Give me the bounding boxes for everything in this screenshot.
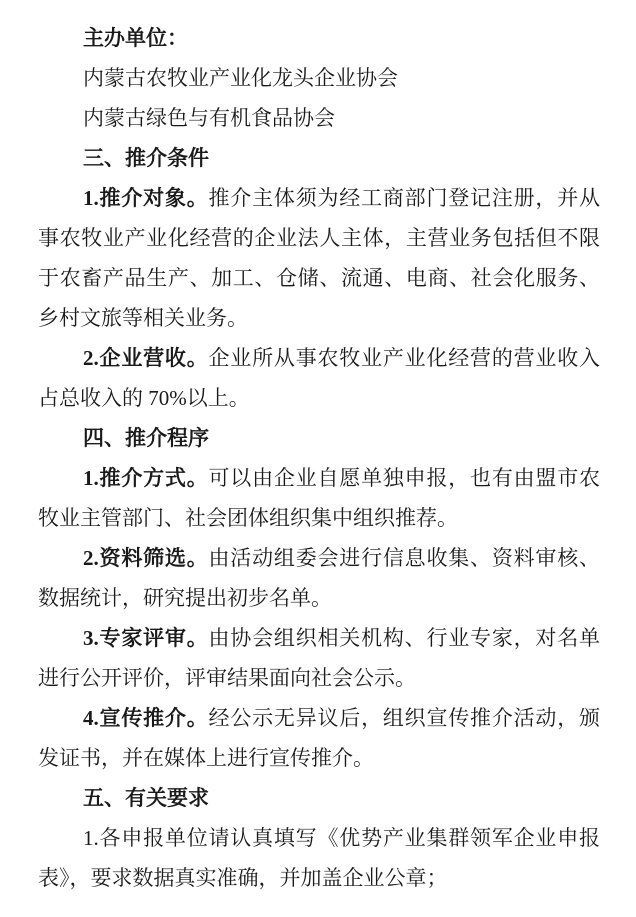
text-run-bold: 1.推介方式。 bbox=[83, 466, 209, 490]
text-line bbox=[38, 858, 600, 898]
text-line bbox=[38, 418, 600, 458]
text-run-bold: 2.资料筛选。 bbox=[83, 546, 209, 570]
text-run: 于农畜产品生产、加工、仓储、流通、电商、社会化服务、 bbox=[38, 266, 600, 290]
text-run-bold: 四、推介程序 bbox=[83, 426, 209, 450]
text-line bbox=[38, 538, 600, 578]
text-run: 乡村文旅等相关业务。 bbox=[38, 306, 248, 330]
text-line bbox=[38, 98, 600, 138]
text-line bbox=[38, 818, 600, 858]
text-run: 发证书，并在媒体上进行宣传推介。 bbox=[38, 746, 374, 770]
text-run: 进行公开评价，评审结果面向社会公示。 bbox=[38, 666, 416, 690]
text-line bbox=[38, 738, 600, 778]
text-run: 企业所从事农牧业产业化经营的营业收入 bbox=[208, 346, 600, 370]
text-run: 由协会组织相关机构、行业专家，对名单 bbox=[208, 626, 600, 650]
text-run: 内蒙古农牧业产业化龙头企业协会 bbox=[83, 66, 398, 90]
text-run-bold: 三、推介条件 bbox=[83, 146, 209, 170]
text-run: 表》，要求数据真实准确，并加盖企业公章； bbox=[38, 866, 448, 890]
text-line bbox=[38, 698, 600, 738]
text-line bbox=[38, 58, 600, 98]
text-line bbox=[38, 578, 600, 618]
text-run: 经公示无异议后，组织宣传推介活动，颁 bbox=[208, 706, 600, 730]
text-run: 1.各申报单位请认真填写《优势产业集群领军企业申报 bbox=[83, 826, 600, 850]
text-line bbox=[38, 378, 600, 418]
text-line bbox=[38, 618, 600, 658]
text-line bbox=[38, 298, 600, 338]
text-run: 可以由企业自愿单独申报，也有由盟市农 bbox=[208, 466, 600, 490]
text-run-bold: 主办单位： bbox=[83, 26, 188, 50]
text-run-bold: 1.推介对象。 bbox=[83, 186, 209, 210]
document-body bbox=[38, 18, 600, 898]
text-run-bold: 五、有关要求 bbox=[83, 786, 209, 810]
text-line bbox=[38, 18, 600, 58]
text-line bbox=[38, 658, 600, 698]
text-line bbox=[38, 178, 600, 218]
text-line bbox=[38, 218, 600, 258]
text-run: 内蒙古绿色与有机食品协会 bbox=[83, 106, 335, 130]
text-line bbox=[38, 138, 600, 178]
text-run: 事农牧业产业化经营的企业法人主体，主营业务包括但不限 bbox=[38, 226, 600, 250]
text-line bbox=[38, 338, 600, 378]
text-run: 占总收入的 70%以上。 bbox=[38, 386, 250, 410]
text-line bbox=[38, 458, 600, 498]
text-run-bold: 4.宣传推介。 bbox=[83, 706, 209, 730]
text-run-bold: 3.专家评审。 bbox=[83, 626, 209, 650]
text-run: 牧业主管部门、社会团体组织集中组织推荐。 bbox=[38, 506, 458, 530]
text-run: 数据统计，研究提出初步名单。 bbox=[38, 586, 332, 610]
text-line bbox=[38, 778, 600, 818]
text-run: 由活动组委会进行信息收集、资料审核、 bbox=[208, 546, 600, 570]
text-line bbox=[38, 258, 600, 298]
text-line bbox=[38, 498, 600, 538]
text-run: 推介主体须为经工商部门登记注册，并从 bbox=[208, 186, 600, 210]
text-run-bold: 2.企业营收。 bbox=[83, 346, 209, 370]
